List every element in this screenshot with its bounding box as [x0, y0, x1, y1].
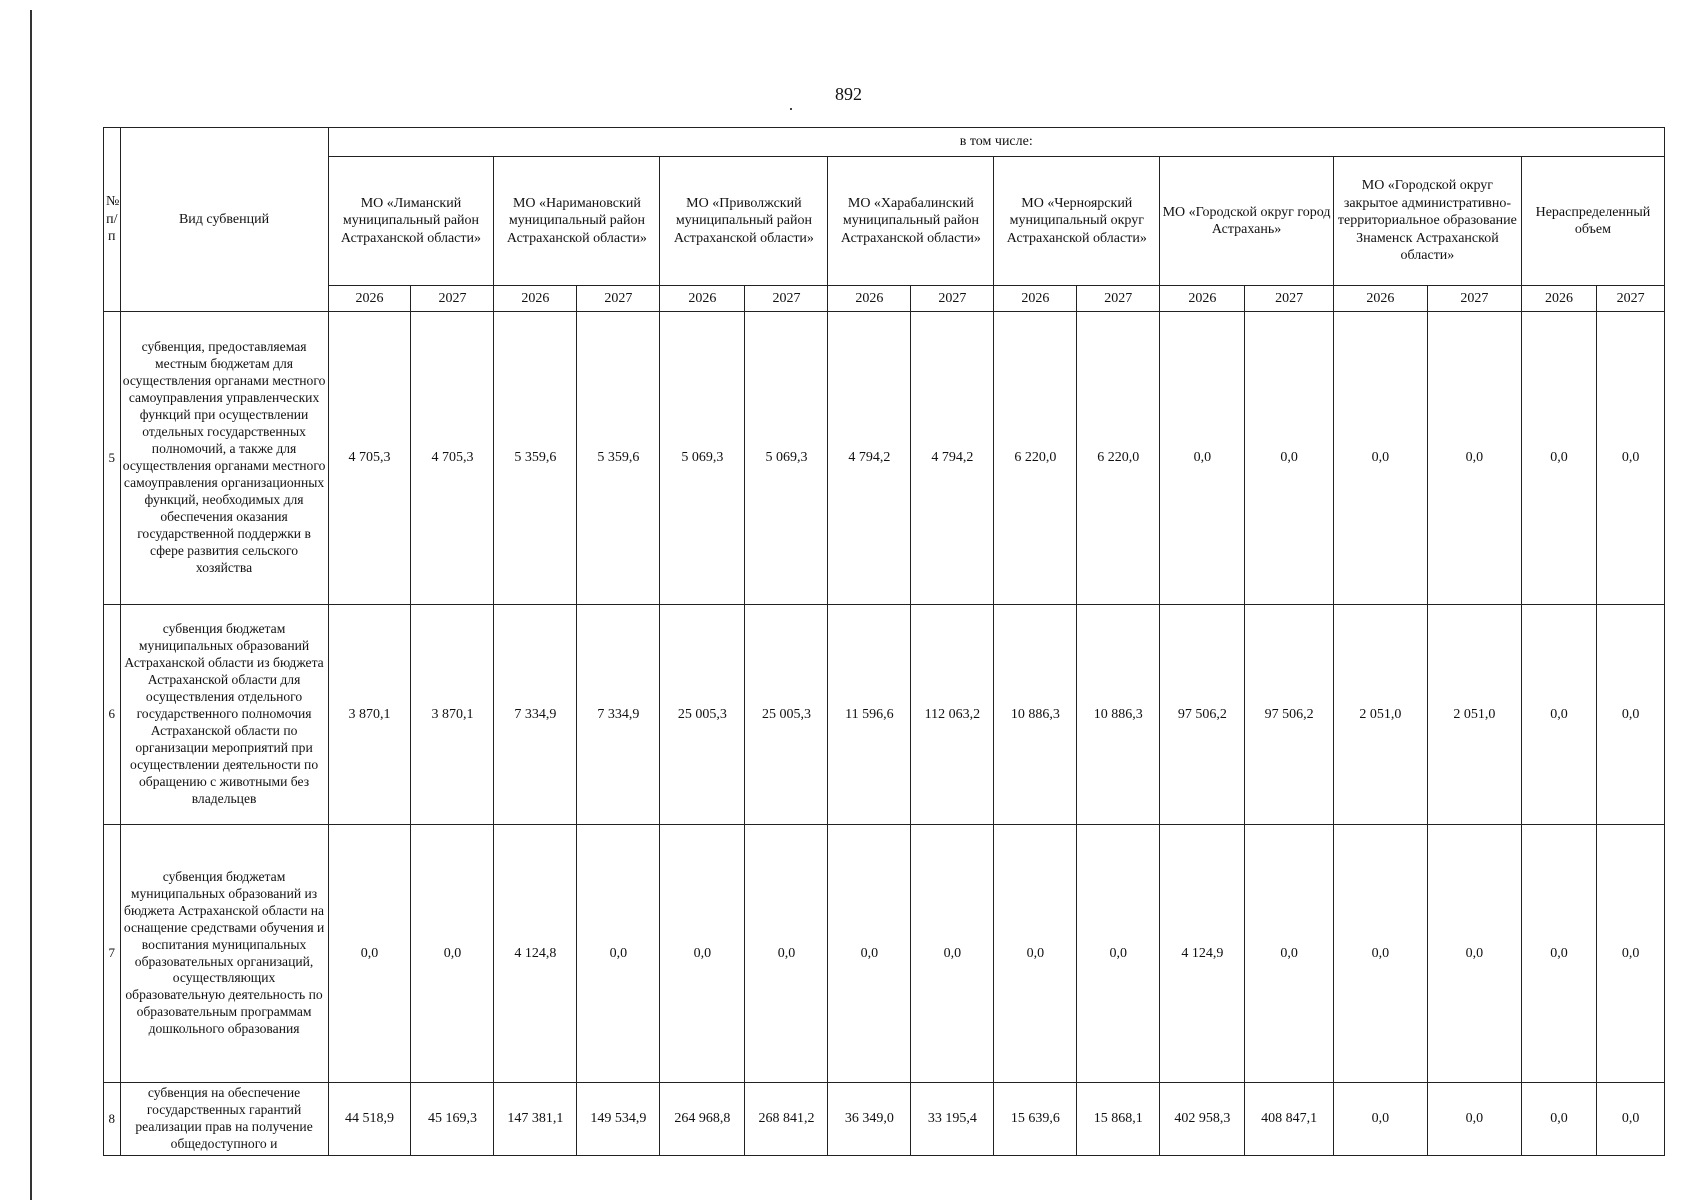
- value-cell: 10 886,3: [1077, 605, 1160, 825]
- value-cell: 3 870,1: [328, 605, 411, 825]
- value-cell: 0,0: [328, 825, 411, 1083]
- year-2026: 2026: [494, 286, 577, 312]
- year-2026: 2026: [994, 286, 1077, 312]
- value-cell: 4 124,9: [1160, 825, 1245, 1083]
- value-cell: 15 868,1: [1077, 1083, 1160, 1156]
- header-mo-chernoyarsky: МО «Черноярский муниципальный округ Астраханской области»: [994, 157, 1160, 286]
- header-unallocated: Нераспределенный объем: [1521, 157, 1664, 286]
- value-cell: 0,0: [1521, 1083, 1596, 1156]
- value-cell: 25 005,3: [660, 605, 745, 825]
- subvention-kind: субвенция бюджетам муниципальных образований из бюджета Астраханской области на оснащение средствами обучения и воспитания муниципальных образовательных организаций, осуществляющих образовательную деятельность по образовательным программам дошкольного образования: [120, 825, 328, 1083]
- year-2027: 2027: [1427, 286, 1521, 312]
- value-cell: 0,0: [1597, 605, 1665, 825]
- header-mo-kharabalinsky: МО «Харабалинский муниципальный район Астраханской области»: [828, 157, 994, 286]
- value-cell: 112 063,2: [911, 605, 994, 825]
- value-cell: 0,0: [1521, 605, 1596, 825]
- value-cell: 36 349,0: [828, 1083, 911, 1156]
- value-cell: 408 847,1: [1245, 1083, 1333, 1156]
- page-number: 892: [835, 84, 862, 104]
- value-cell: 0,0: [828, 825, 911, 1083]
- value-cell: 5 069,3: [660, 312, 745, 605]
- value-cell: 0,0: [745, 825, 828, 1083]
- header-including: в том числе:: [328, 128, 1664, 157]
- subvention-table: [103, 127, 1665, 1156]
- value-cell: 4 705,3: [328, 312, 411, 605]
- value-cell: 0,0: [1333, 1083, 1427, 1156]
- value-cell: 15 639,6: [994, 1083, 1077, 1156]
- value-cell: 5 069,3: [745, 312, 828, 605]
- value-cell: 264 968,8: [660, 1083, 745, 1156]
- value-cell: 4 705,3: [411, 312, 494, 605]
- row-index: 5: [104, 312, 121, 605]
- value-cell: 0,0: [1427, 1083, 1521, 1156]
- table-row: [104, 825, 1665, 1083]
- year-2027: 2027: [1245, 286, 1333, 312]
- value-cell: 0,0: [1521, 825, 1596, 1083]
- year-2027: 2027: [745, 286, 828, 312]
- value-cell: 149 534,9: [577, 1083, 660, 1156]
- value-cell: 11 596,6: [828, 605, 911, 825]
- value-cell: 25 005,3: [745, 605, 828, 825]
- value-cell: 33 195,4: [911, 1083, 994, 1156]
- year-2027: 2027: [911, 286, 994, 312]
- value-cell: 97 506,2: [1160, 605, 1245, 825]
- value-cell: 2 051,0: [1333, 605, 1427, 825]
- value-cell: 6 220,0: [994, 312, 1077, 605]
- header-number: № п/п: [104, 128, 121, 312]
- value-cell: 3 870,1: [411, 605, 494, 825]
- value-cell: 44 518,9: [328, 1083, 411, 1156]
- subvention-kind: субвенция бюджетам муниципальных образований Астраханской области из бюджета Астраханской области для осуществления отдельного государственного полномочия Астраханской области по организации мероприятий при осуществлении деятельности по обращению с животными без владельцев: [120, 605, 328, 825]
- value-cell: 0,0: [411, 825, 494, 1083]
- value-cell: 0,0: [1077, 825, 1160, 1083]
- value-cell: 0,0: [1597, 312, 1665, 605]
- row-index: 6: [104, 605, 121, 825]
- value-cell: 0,0: [1427, 312, 1521, 605]
- year-2027: 2027: [411, 286, 494, 312]
- value-cell: 7 334,9: [494, 605, 577, 825]
- value-cell: 5 359,6: [577, 312, 660, 605]
- value-cell: 0,0: [577, 825, 660, 1083]
- table-row: [104, 605, 1665, 825]
- header-mo-znamensk: МО «Городской округ закрытое административно-территориальное образование Знаменск Астраханской области»: [1333, 157, 1521, 286]
- value-cell: 0,0: [1160, 312, 1245, 605]
- value-cell: 0,0: [1597, 825, 1665, 1083]
- value-cell: 10 886,3: [994, 605, 1077, 825]
- year-2026: 2026: [1160, 286, 1245, 312]
- row-index: 8: [104, 1083, 121, 1156]
- value-cell: 0,0: [1245, 825, 1333, 1083]
- value-cell: 0,0: [1333, 825, 1427, 1083]
- value-cell: 0,0: [660, 825, 745, 1083]
- year-2026: 2026: [1521, 286, 1596, 312]
- value-cell: 147 381,1: [494, 1083, 577, 1156]
- year-2026: 2026: [828, 286, 911, 312]
- header-kind: Вид субвенций: [120, 128, 328, 312]
- header-mo-astrakhan: МО «Городской округ город Астрахань»: [1160, 157, 1334, 286]
- value-cell: 0,0: [1245, 312, 1333, 605]
- header-mo-privolzhsky: МО «Приволжский муниципальный район Астраханской области»: [660, 157, 828, 286]
- binding-line: [30, 10, 32, 1200]
- row-index: 7: [104, 825, 121, 1083]
- value-cell: 0,0: [1333, 312, 1427, 605]
- stray-dot: [790, 108, 792, 110]
- value-cell: 0,0: [1521, 312, 1596, 605]
- value-cell: 0,0: [1427, 825, 1521, 1083]
- header-mo-narimanovsky: МО «Наримановский муниципальный район Астраханской области»: [494, 157, 660, 286]
- subvention-kind: субвенция, предоставляемая местным бюджетам для осуществления органами местного самоуправления управленческих функций при осуществлении отдельных государственных полномочий, а также для осуществления органами местного самоуправления организационных функций, необходимых для обеспечения оказания государственной поддержки в сфере развития сельского хозяйства: [120, 312, 328, 605]
- value-cell: 5 359,6: [494, 312, 577, 605]
- year-2027: 2027: [1597, 286, 1665, 312]
- table-row: [104, 1083, 1665, 1156]
- year-2026: 2026: [660, 286, 745, 312]
- value-cell: 4 794,2: [828, 312, 911, 605]
- value-cell: 6 220,0: [1077, 312, 1160, 605]
- value-cell: 4 124,8: [494, 825, 577, 1083]
- value-cell: 97 506,2: [1245, 605, 1333, 825]
- value-cell: 0,0: [911, 825, 994, 1083]
- value-cell: 0,0: [994, 825, 1077, 1083]
- year-2026: 2026: [328, 286, 411, 312]
- year-2026: 2026: [1333, 286, 1427, 312]
- value-cell: 0,0: [1597, 1083, 1665, 1156]
- value-cell: 7 334,9: [577, 605, 660, 825]
- value-cell: 402 958,3: [1160, 1083, 1245, 1156]
- year-2027: 2027: [1077, 286, 1160, 312]
- value-cell: 4 794,2: [911, 312, 994, 605]
- year-2027: 2027: [577, 286, 660, 312]
- value-cell: 45 169,3: [411, 1083, 494, 1156]
- subvention-kind: субвенция на обеспечение государственных гарантий реализации прав на получение общедоступного и: [120, 1083, 328, 1156]
- table-row: [104, 312, 1665, 605]
- value-cell: 268 841,2: [745, 1083, 828, 1156]
- value-cell: 2 051,0: [1427, 605, 1521, 825]
- header-mo-limansky: МО «Лиманский муниципальный район Астраханской области»: [328, 157, 494, 286]
